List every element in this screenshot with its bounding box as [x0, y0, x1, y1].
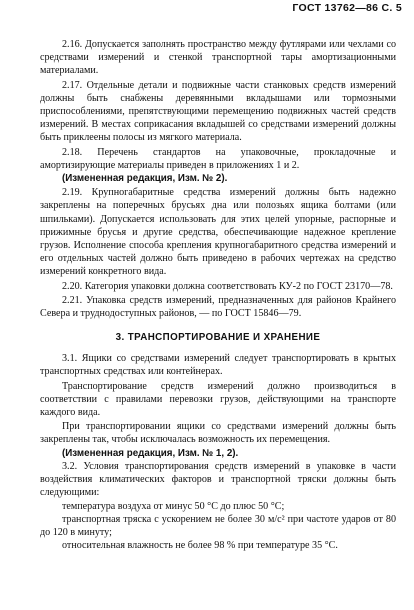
list-item: температура воздуха от минус 50 °С до плюс 50 °С; — [62, 500, 285, 512]
list-item: относительная влажность не более 98 % при температуре 35 °С. — [62, 540, 338, 552]
clause-2-18: 2.18. Перечень стандартов на упаковочные, прокладочные и амортизирующие материалы приведен в приложениях 1 и 2. — [40, 146, 396, 171]
section-heading: 3. ТРАНСПОРТИРОВАНИЕ И ХРАНЕНИЕ — [115, 332, 321, 344]
clause-2-19: 2.19. Крупногабаритные средства измерений должны быть надежно закреплены на поперечных брусьях дна или полозьях ящика болтами (или шпильками). Допускается использовать для этих целей упорные, распорные и прижимные брусья и другие средства, обеспечивающие надежное крепление грузов. Исполнение способа крепления крупногабаритного средства измерений и его отдельных частей должно быть приведено в рабочих чертежах на средство измерений конкретного вида. — [40, 187, 396, 278]
document-body — [40, 38, 396, 552]
clause-3-1: 3.1. Ящики со средствами измерений следует транспортировать в крытых транспортных средствах или контейнерах. — [40, 353, 396, 378]
clause-2-17: 2.17. Отдельные детали и подвижные части станковых средств измерений должны быть снабжены деревянными вкладышами или тормозными приспособлениями, препятствующими перемещению подвижных частей средств измерений. В местах соприкасания вкладышей со средствами измерений должны быть приклеены полосы из мягкого материала. — [40, 79, 396, 144]
list-item: транспортная тряска с ускорением не более 30 м/с² при частоте ударов от 80 до 120 в минуту; — [40, 513, 396, 538]
clause-3-2: 3.2. Условия транспортирования средств измерений в упаковке в части воздействия климатических факторов и транспортной тряски должны быть следующими: — [40, 460, 396, 499]
clause-2-16: 2.16. Допускается заполнять пространство между футлярами или чехлами со средствами измерений и стенкой транспортной тары амортизационными материалами. — [40, 39, 396, 77]
amendment-note: (Измененная редакция, Изм. № 2). — [62, 173, 228, 185]
transport-rules-paragraph: Транспортирование средств измерений должно производиться в соответствии с правилами перевозки грузов, действующими на транспорте каждого вида. — [40, 380, 396, 419]
fastening-paragraph: При транспортировании ящики со средствами измерений должны быть закреплены так, чтобы исключалась возможность их перемещения. — [40, 421, 396, 446]
amendment-note: (Измененная редакция, Изм. № 1, 2). — [62, 447, 239, 459]
page-header: ГОСТ 13762—86 С. 5 — [292, 2, 402, 14]
clause-2-20: 2.20. Категория упаковки должна соответствовать КУ-2 по ГОСТ 23170—78. — [62, 280, 393, 292]
clause-2-21: 2.21. Упаковка средств измерений, предназначенных для районов Крайнего Севера и труднодоступных районов, — по ГОСТ 15846—79. — [40, 294, 396, 320]
